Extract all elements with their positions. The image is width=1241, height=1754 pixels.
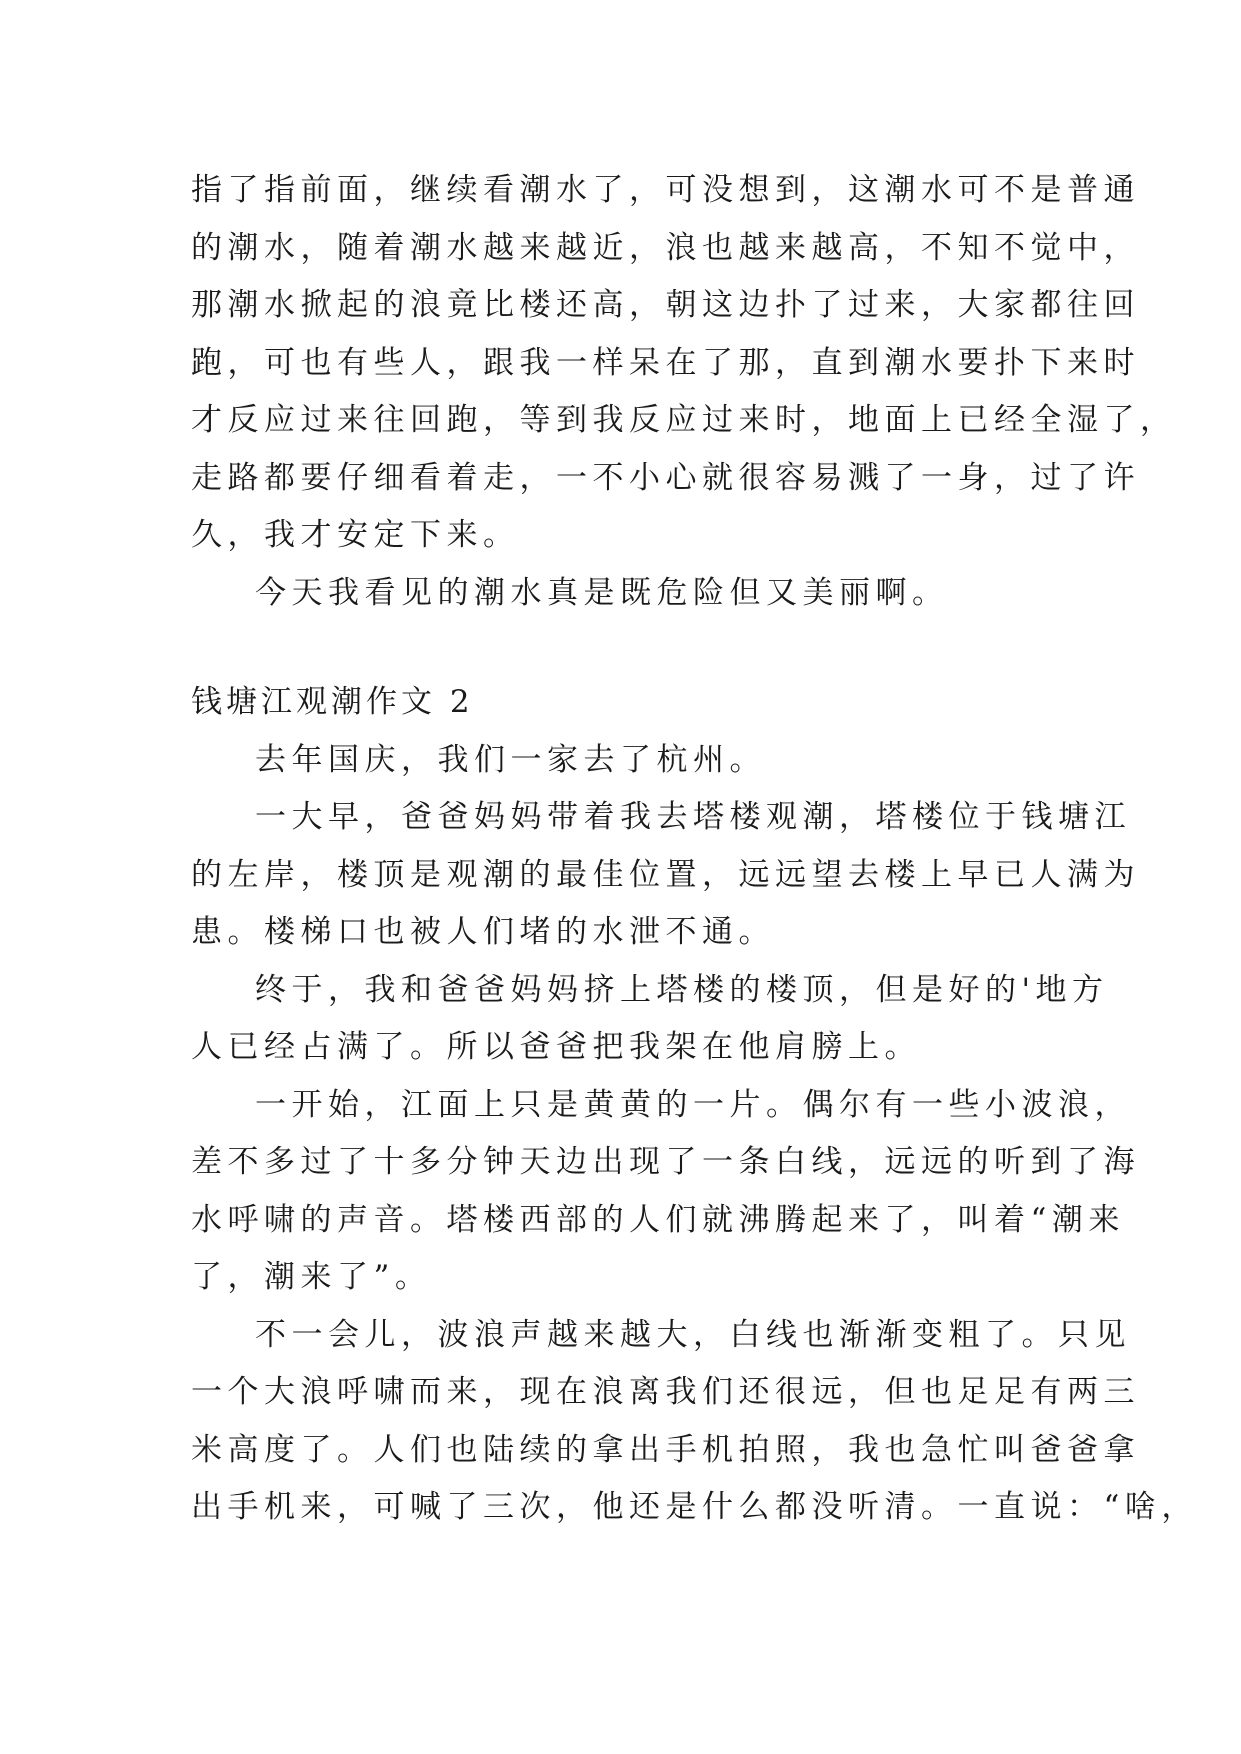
paragraph-line: 出手机来，可喊了三次，他还是什么都没听清。一直说：“啥， bbox=[191, 1489, 1198, 1525]
section-gap bbox=[191, 622, 1071, 674]
paragraph-line: 一个大浪呼啸而来，现在浪离我们还很远，但也足足有两三 bbox=[191, 1374, 1140, 1410]
text-line: 久，我才安定下来。 bbox=[191, 517, 520, 553]
paragraph-line: 米高度了。人们也陆续的拿出手机拍照，我也急忙叫爸爸拿 bbox=[191, 1431, 1140, 1468]
text-line: 跑，可也有些人，跟我一样呆在了那，直到潮水要扑下来时 bbox=[191, 344, 1140, 381]
paragraph-line: 差不多过了十多分钟天边出现了一条白线，远远的听到了海 bbox=[191, 1144, 1140, 1180]
document-body bbox=[191, 162, 1198, 1537]
text-line: 走路都要仔细看着走，一不小心就很容易溅了一身，过了许 bbox=[191, 459, 1140, 496]
text-line: 指了指前面，继续看潮水了，可没想到，这潮水可不是普通 bbox=[191, 172, 1140, 208]
paragraph-line: 了，潮来了”。 bbox=[191, 1259, 432, 1295]
paragraph-line: 人已经占满了。所以爸爸把我架在他肩膀上。 bbox=[191, 1029, 921, 1065]
section-title: 钱塘江观潮作文 2 bbox=[191, 684, 474, 720]
paragraph-line: 患。楼梯口也被人们堵的水泄不通。 bbox=[191, 914, 775, 950]
closing-sentence: 今天我看见的潮水真是既危险但又美丽啊。 bbox=[255, 574, 949, 611]
paragraph-line: 终于，我和爸爸妈妈挤上塔楼的楼顶，但是好的'地方 bbox=[255, 971, 1109, 1008]
paragraph-line: 的左岸，楼顶是观潮的最佳位置，远远望去楼上早已人满为 bbox=[191, 856, 1140, 893]
paragraph-line: 一大早，爸爸妈妈带着我去塔楼观潮，塔楼位于钱塘江 bbox=[255, 799, 1131, 835]
paragraph-line: 去年国庆，我们一家去了杭州。 bbox=[255, 741, 766, 778]
text-line: 才反应过来往回跑，等到我反应过来时，地面上已经全湿了， bbox=[191, 402, 1177, 438]
paragraph-line: 水呼啸的声音。塔楼西部的人们就沸腾起来了，叫着“潮来 bbox=[191, 1201, 1125, 1238]
text-line: 的潮水，随着潮水越来越近，浪也越来越高，不知不觉中， bbox=[191, 229, 1140, 266]
paragraph-line: 不一会儿，波浪声越来越大，白线也渐渐变粗了。只见 bbox=[255, 1316, 1131, 1353]
paragraph-line: 一开始，江面上只是黄黄的一片。偶尔有一些小波浪， bbox=[255, 1086, 1131, 1123]
text-line: 那潮水掀起的浪竟比楼还高，朝这边扑了过来，大家都往回 bbox=[191, 287, 1140, 323]
